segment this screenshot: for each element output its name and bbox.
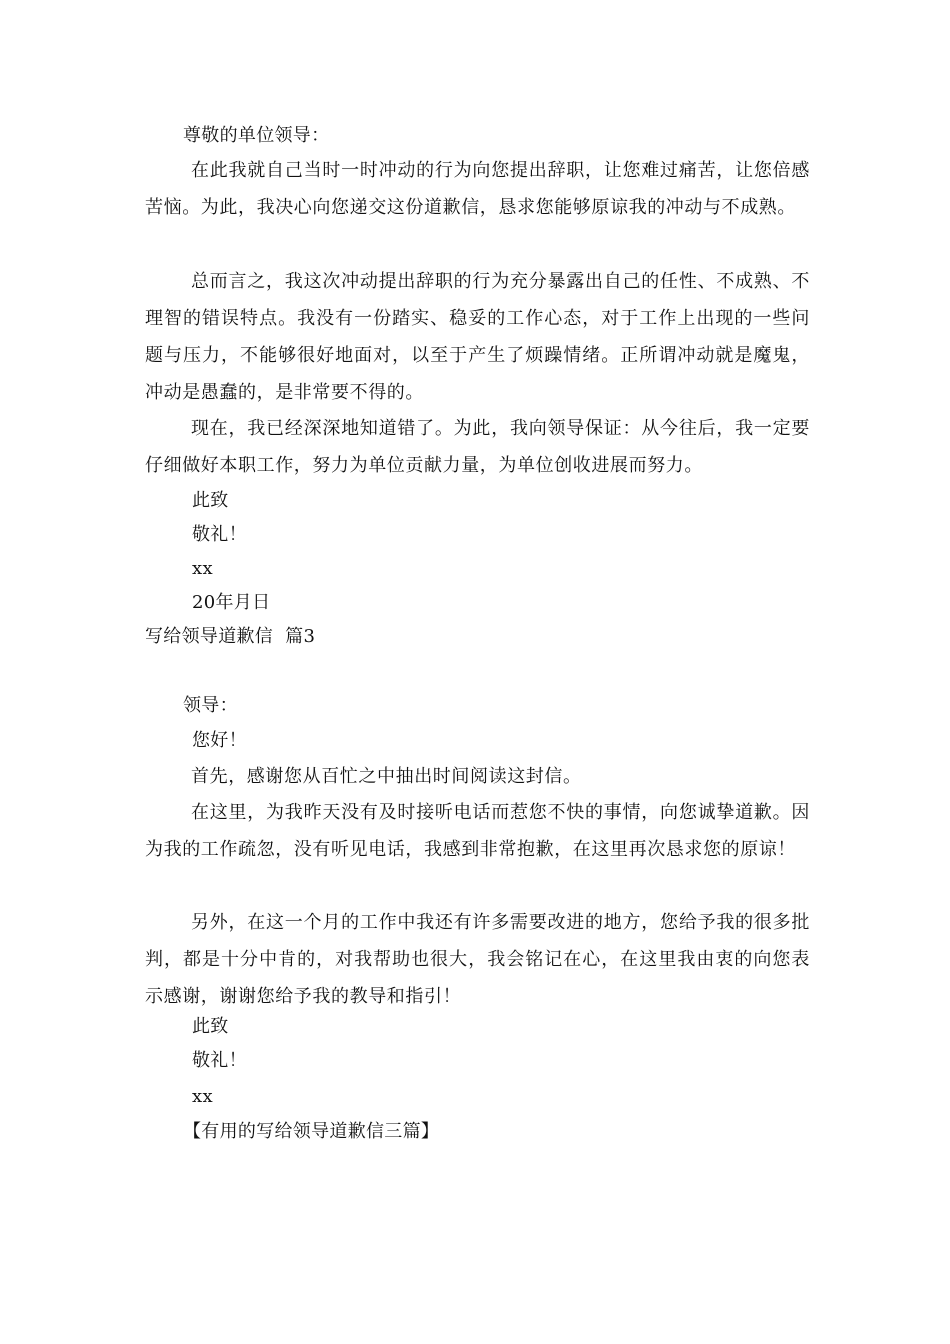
footer-title: 【有用的写给领导道歉信三篇】 bbox=[183, 1121, 440, 1142]
letter3-paragraph-3: 另外，在这一个月的工作中我还有许多需要改进的地方，您给予我的很多批判，都是十分中肯的，对我帮助也很大，我会铭记在心，在这里我由衷的向您表示感谢，谢谢您给予我的教导和指引！ bbox=[145, 912, 810, 1007]
letter2-signature: xx bbox=[192, 558, 213, 579]
letter3-signature: xx bbox=[192, 1086, 213, 1107]
letter2-closing-2: 敬礼！ bbox=[192, 524, 247, 545]
letter2-date: 20年月日 bbox=[192, 592, 271, 613]
letter2-paragraph-2: 总而言之，我这次冲动提出辞职的行为充分暴露出自己的任性、不成熟、不理智的错误特点。我没有一份踏实、稳妥的工作心态，对于工作上出现的一些问题与压力，不能够很好地面对，以至于产生了烦躁情绪。正所谓冲动就是魔鬼，冲动是愚蠢的，是非常要不得的。 bbox=[145, 271, 810, 403]
letter3-paragraph-1: 首先，感谢您从百忙之中抽出时间阅读这封信。 bbox=[191, 766, 582, 787]
letter3-salutation: 领导： bbox=[183, 695, 238, 716]
letter3-closing-2: 敬礼！ bbox=[192, 1050, 247, 1071]
letter3-closing-1: 此致 bbox=[192, 1016, 229, 1037]
letter3-greeting: 您好！ bbox=[192, 730, 247, 751]
letter2-salutation: 尊敬的单位领导： bbox=[183, 125, 330, 146]
letter2-closing-1: 此致 bbox=[192, 490, 229, 511]
letter3-paragraph-2: 在这里，为我昨天没有及时接听电话而惹您不快的事情，向您诚挚道歉。因为我的工作疏忽，没有听见电话，我感到非常抱歉，在这里再次恳求您的原谅！ bbox=[145, 802, 810, 860]
section-3-heading: 写给领导道歉信 篇3 bbox=[145, 626, 316, 647]
letter2-paragraph-3: 现在，我已经深深地知道错了。为此，我向领导保证：从今往后，我一定要仔细做好本职工作，努力为单位贡献力量，为单位创收进展而努力。 bbox=[145, 418, 810, 476]
letter2-paragraph-1: 在此我就自己当时一时冲动的行为向您提出辞职，让您难过痛苦，让您倍感苦恼。为此，我决心向您递交这份道歉信，恳求您能够原谅我的冲动与不成熟。 bbox=[145, 160, 810, 218]
